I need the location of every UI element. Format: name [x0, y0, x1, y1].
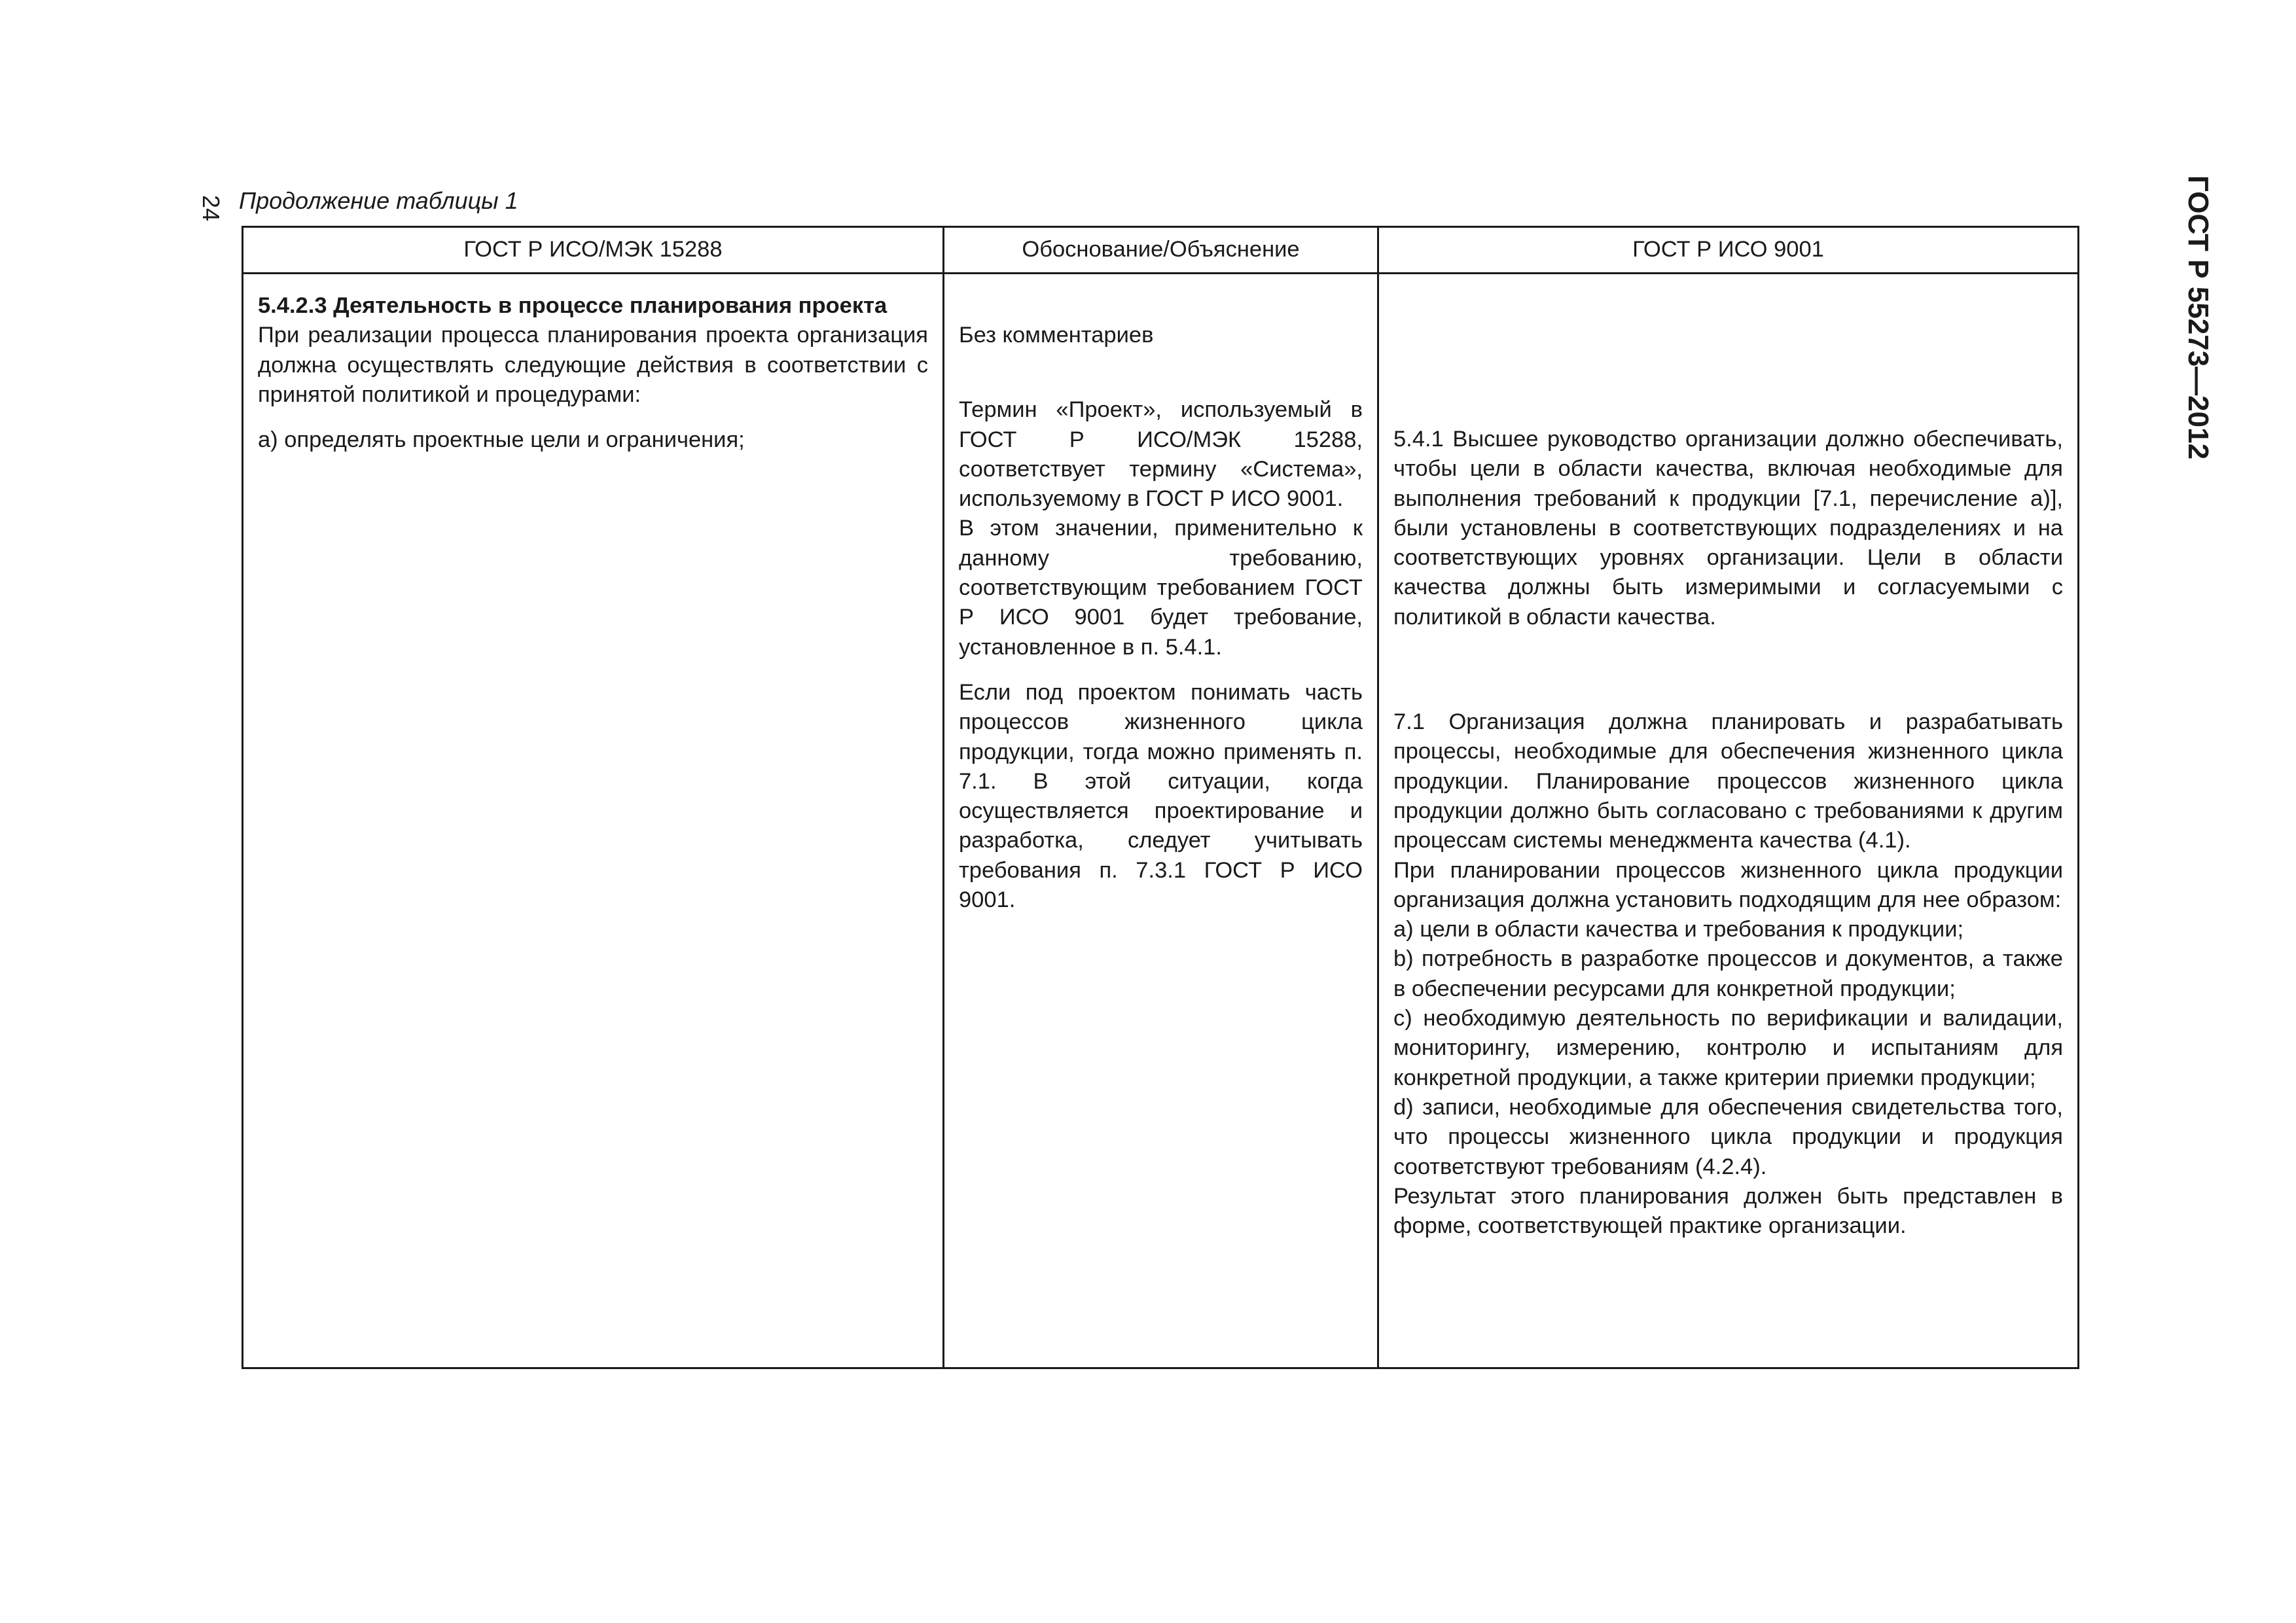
- list-item: а) цели в области качества и требования к продукции;: [1393, 917, 1964, 942]
- list-item: b) потребность в разработке процессов и документов, а также в обеспечении ресурсами для конкретной продукции;: [1393, 946, 2063, 1001]
- rationale-paragraph: В этом значении, применительно к данному требованию, соответствующим требованием ГОСТ Р ИСО 9001 будет требование, установленное в п. 5.4.1.: [959, 516, 1363, 660]
- no-comments-text: Без комментариев: [959, 323, 1154, 348]
- list-item: а) определять проектные цели и ограничения;: [258, 427, 745, 453]
- header-gost-15288: ГОСТ Р ИСО/МЭК 15288: [243, 227, 944, 274]
- clause-heading: 5.4.2.3 Деятельность в процессе планирования проекта: [258, 293, 888, 318]
- header-gost-9001: ГОСТ Р ИСО 9001: [1378, 227, 2079, 274]
- column-gost-9001: [1378, 274, 2079, 1368]
- comparison-table: [242, 226, 2079, 1369]
- column-gost-15288: [243, 274, 944, 1368]
- clause-paragraph: 7.1 Организация должна планировать и разрабатывать процессы, необходимые для обеспечения жизненного цикла продукции. Планирование процессов жизненного цикла продукции должно быть согласовано с требованиями к другим процессам системы менеджмента качества (4.1).: [1393, 709, 2063, 853]
- table-header-row: [243, 227, 2079, 274]
- page-number: 24: [198, 194, 224, 222]
- column-rationale: [944, 274, 1378, 1368]
- list-item: c) необходимую деятельность по верификации и валидации, мониторингу, измерению, контролю и испытаниям для конкретной продукции, а также критерии приемки продукции;: [1393, 1006, 2063, 1090]
- list-item: d) записи, необходимые для обеспечения свидетельства того, что процессы жизненного цикла продукции и продукция соответствуют требованиям (4.2.4).: [1393, 1094, 2063, 1179]
- clause-paragraph: Результат этого планирования должен быть представлен в форме, соответствующей практике организации.: [1393, 1183, 2063, 1239]
- standard-code: ГОСТ Р 55273—2012: [2182, 175, 2214, 460]
- table-row: [243, 274, 2079, 1368]
- header-rationale: Обоснование/Объяснение: [944, 227, 1378, 274]
- rationale-paragraph: Если под проектом понимать часть процессов жизненного цикла продукции, тогда можно применять п. 7.1. В этой ситуации, когда осуществляется проектирование и разработка, следует учитывать требования п. 7.3.1 ГОСТ Р ИСО 9001.: [959, 679, 1363, 913]
- clause-paragraph: При планировании процессов жизненного цикла продукции организация должна установить подходящим для нее образом:: [1393, 857, 2063, 912]
- clause-paragraph: 5.4.1 Высшее руководство организации должно обеспечивать, чтобы цели в области качества, включая необходимые для выполнения требований к продукции [7.1, перечисление а)], были установлены в соответствующих подразделениях и на соответствующих уровнях организации. Цели в области качества должны быть измеримыми и согласуемыми с политикой в области качества.: [1393, 427, 2063, 630]
- table-continuation-caption: Продолжение таблицы 1: [239, 187, 518, 214]
- rationale-paragraph: Термин «Проект», используемый в ГОСТ Р ИСО/МЭК 15288, соответствует термину «Система», используемому в ГОСТ Р ИСО 9001.: [959, 397, 1363, 512]
- clause-intro: При реализации процесса планирования проекта организация должна осуществлять следующие действия в соответствии с принятой политикой и процедурами:: [258, 323, 928, 407]
